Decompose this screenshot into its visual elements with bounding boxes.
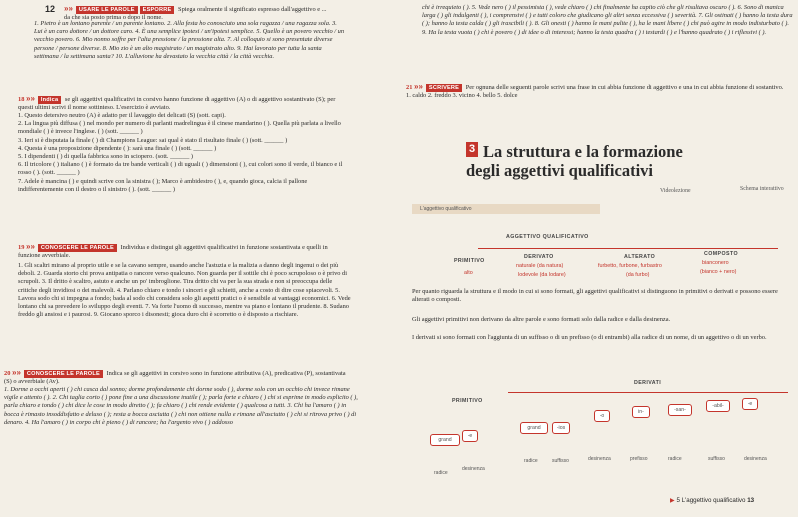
- exercise-21: [406, 82, 794, 100]
- morpheme-abil: -abil-: [706, 400, 730, 412]
- morpheme-grand: grand: [430, 434, 460, 446]
- arrows-icon: »»: [12, 368, 21, 377]
- scheme-line: [478, 248, 778, 249]
- ex19-text: 1. Gli scaltri mirano al proprio utile e se la cavano sempre, usando anche l'astuzia e la malizia a danno degli ingenui o dei più deboli. 2. Guarda storto chi prova antipatia o rancore verso qualcuno. Non guarda per il sottile chi è poco scrupoloso o è privo di scrupoli. 3. Il dritto è scaltro, astuto e anche un po' imbroglione. Tira dritto chi va per la sua strada e non si preoccupa delle critiche degli invidiosi o dei malevoli. 4. Parlano chiaro e tondo i sinceri e gli schietti, anche a costo di dire cose spiacevoli. 5. Lavora sodo chi si impegna a fondo; bada al sodo chi considera solo gli aspetti pratici o è sensibile ai vantaggi economici. 6. Vede lontano chi sa prevedere lo sviluppo degli eventi. 7. Va forte l'uomo di successo, mentre va piano e lontano il prudente. 8. Sudano freddo gli ansiosi e i paurosi. 9. Giocano sporco i disonesti; gioca duro chi è scorretto o è disposto a rischiare.: [18, 262, 351, 319]
- label-desinenza-2: desinenza: [588, 456, 611, 462]
- label-radice-2: radice: [524, 458, 538, 464]
- ex18-item: 4. Questa è una proposizione dipendente ( ): sarà una finale ( ) (sott. ______ ): [18, 144, 217, 152]
- morpheme-e: -e: [462, 430, 478, 442]
- page-number: 12: [45, 4, 56, 14]
- exercise-20: [4, 368, 354, 386]
- video-label[interactable]: Videolezione: [660, 188, 691, 194]
- scheme-alterato: ALTERATO: [624, 254, 656, 260]
- ex21-words: 1. caldo 2. freddo 3. vicino 4. bello 5. dolce: [406, 92, 518, 100]
- esporre-tag: ESPORRE: [140, 6, 175, 14]
- ex20-number: 20: [4, 370, 11, 377]
- arrows-icon: »»: [414, 82, 423, 91]
- body-paragraph-1: Per quanto riguarda la struttura e il modo in cui si sono formati, gli aggettivi qualificativi si distinguono in primitivi o derivati e possono essere alterati o composti.: [412, 288, 778, 304]
- ex20-text: 1. Dorme a occhi aperti ( ) chi casca dal sonno; dorme profondamente chi dorme sodo ( ), dorme solo con un occhio chi invece rimane vigile e attento ( ). 2. Chi taglia corto ( ) pone fine a una discussione inutile ( ); parla forte e chiaro ( ) chi si esprime in modo esplicito ( ), parla chiaro e tondo ( ) chi dice le cose in modo diretto ( ); fa chiaro ( ) chi rende evidente ( ) qualcosa a tutti. 3. Chi ha l'amaro ( ) in bocca è rimasto insoddisfatto e deluso ( ); resta a bocca asciutta ( ) chi non ottiene nulla e rimane all'asciutto ( ) chi si ritrova privo ( ) di denaro. 4. Ha l'amaro ( ) in corpo chi è pieno ( ) di rancore; ha l'argento vivo ( ) addosso: [4, 386, 358, 426]
- scheme-derivato-ex1: naturale (da natura): [516, 263, 564, 269]
- arrows-icon: »»: [64, 4, 73, 13]
- scheme-primitivo: PRIMITIVO: [454, 258, 485, 264]
- label-radice-3: radice: [668, 456, 682, 462]
- morpheme-san: -san-: [668, 404, 692, 416]
- label-desinenza-1: desinenza: [462, 466, 485, 472]
- ex19-number: 19: [18, 244, 25, 251]
- scheme-title: AGGETTIVO QUALIFICATIVO: [506, 234, 589, 240]
- morpheme-in: in-: [632, 406, 650, 418]
- section-title-line1: La struttura e la formazione: [483, 142, 683, 161]
- section-number: 3: [466, 142, 478, 157]
- section-title: [466, 142, 796, 161]
- chapter-banner: L'aggettivo qualificativo: [412, 204, 600, 214]
- derivati-primitivo: PRIMITIVO: [452, 398, 483, 404]
- arrows-icon: »»: [26, 242, 35, 251]
- scheme-composto-ex1: bianconero: [702, 260, 729, 266]
- ex21-instruction: Per ognuna delle seguenti parole scrivi una frase in cui abbia funzione di aggettivo e una in cui abbia funzione di sostantivo.: [465, 84, 784, 91]
- derivati-line: [508, 392, 788, 393]
- scheme-composto-ex2: (bianco + nero): [700, 269, 737, 275]
- header-instruction: Spiega oralmente il significato espresso dall'aggettivo e ...: [178, 6, 327, 13]
- ex21-number: 21: [406, 84, 413, 91]
- label-suffisso-2: suffisso: [552, 458, 569, 464]
- ex18-item: 6. Il tricolore ( ) italiano ( ) è formato da tre bande verticali ( ) di uguali ( ) dimensioni ( ), cui colori sono il verde, il bianco e il rosso ( ). (sott. ______ ): [18, 161, 343, 177]
- scheme-derivato: DERIVATO: [524, 254, 554, 260]
- body-paragraph-2: Gli aggettivi primitivi non derivano da altre parole e sono formati solo dalla radice e dalla desinenza.: [412, 316, 671, 323]
- header-line2: da che sia posto prima o dopo il nome.: [64, 14, 163, 22]
- ex18-item: 2. La lingua più diffusa ( ) nel mondo per numero di parlanti madrelingua è il cinese mandarino ( ). Quella più parlata a livello mondiale ( ) è invece l'inglese. ( ) (sott. ______ ): [18, 120, 341, 136]
- ex18-item: 1. Questo detersivo neutro (A) è adatto per il lavaggio dei delicati (S) (sott. capi).: [18, 112, 226, 119]
- morpheme-ios: -ios: [552, 422, 570, 434]
- ex18-instruction: se gli aggettivi qualificativi in corsivo hanno funzione di aggettivo (A) o di aggettivo sostantivato (S); per questi ultimi scrivi il nome sottinteso. L'esercizio è avviato.: [18, 96, 336, 112]
- ex19-tag: CONOSCERE LE PAROLE: [38, 244, 117, 252]
- left-page: [0, 0, 398, 517]
- scheme-derivato-ex2: lodevole (da lodare): [518, 272, 566, 278]
- label-radice-1: radice: [434, 470, 448, 476]
- section-title-block: [466, 142, 796, 180]
- ex18-item: 7. Adele è mancina ( ) e quindi scrive con la sinistra ( ); Marco è ambidestro ( ), e, quando gioca, calcia il pallone indifferentemente con il destro o il sinistro ( ). (sott. ______ ): [18, 177, 308, 193]
- label-suffisso-3: suffisso: [708, 456, 725, 462]
- footer-arrow-icon: ▶: [670, 497, 675, 504]
- footer-chapter: [670, 497, 754, 504]
- ex20-instruction: Indica se gli aggettivi in corsivo sono in funzione attributiva (A), predicativa (P), sostantivata (S) o avverbiale (Av).: [4, 370, 346, 386]
- ex18-item: 3. Ieri si è disputata la finale ( ) di Champions League: sai qual è stato il risultato finale ( ) (sott. ______ ): [18, 136, 288, 144]
- morpheme-grand-2: grand: [520, 422, 548, 434]
- usare-tag: USARE LE PAROLE: [76, 6, 138, 14]
- ex18-number: 18: [18, 96, 25, 103]
- scheme-composto: COMPOSTO: [704, 251, 739, 257]
- ex21-tag: SCRIVERE: [426, 84, 462, 92]
- arrows-icon: »»: [26, 94, 35, 103]
- derivati-title: DERIVATI: [634, 380, 662, 386]
- exercise-top-text: 1. Pietro è un lontano parente / un parente lontano. 2. Alla festa ho conosciuto una sola ragazza / una ragazza sola. 3. Lui è un caro dottore / un dottore caro. 4. È una semplice ipotesi / un'ipotesi semplice. 5. Quello è un povero vecchio / un vecchio povero. 6. Mio nonno soffre per l'alta pressione / la pressione alta. 7. Al colloquio si sono presentate diverse persone / persone diverse. 8. Mio zio è un alto magistrato / un magistrato alto. 9. Hai lavorato per tutta la santa settimana / la settimana santa? 10. L'alluvione ha devastato la vecchia città / la città vecchia.: [34, 20, 345, 60]
- exercise-18: [18, 94, 348, 112]
- scheme-alterato-ex2: (da furbo): [626, 272, 650, 278]
- footer-chapter-title: 5 L'aggettivo qualificativo: [676, 497, 746, 504]
- body-paragraph-3: I derivati si sono formati con l'aggiunta di un suffisso o di un prefisso (o di entrambi) alla radice di un nome, di un aggettivo o di un verbo.: [412, 334, 767, 341]
- scheme-alterato-ex1: furbetto, furbone, furbastro: [598, 263, 662, 269]
- ex19-instruction: Individua e distingui gli aggettivi qualificativi in funzione sostantivata e quelli in funzione avverbiale.: [18, 244, 328, 260]
- right-top-text: chi è irrequieto ( ). 5. Vede nero ( ) il pessimista ( ), vede chiaro ( ) chi finalmente ha capito ciò che gli risultava oscuro ( ). 6. Sono di manica larga ( ) gli indulgenti ( ), i comprensivi ( ) e tutti coloro che giudicano gli altri senza eccessiva ( ) severità. 7. Gli ostinati ( ) hanno la testa dura ( ); hanno la testa calda ( ) gli irascibili ( ). 8. Gli onesti ( ) hanno le mani pulite ( ), ha le mani libere ( ) chi può agire in modo indisturbato ( ). 9. Ha la testa vuota ( ) chi è povero ( ) di idee o di interessi; hanno la testa quadra ( ) i testardi ( ) e l'hanno quadrato ( ) i riflessivi ( ).: [422, 4, 793, 36]
- exercise-19: [18, 242, 348, 260]
- schema-label[interactable]: Schema interattivo: [740, 186, 784, 192]
- morpheme-e2: -e: [742, 398, 758, 410]
- footer-page-number: 13: [747, 497, 755, 504]
- ex20-tag: CONOSCERE LE PAROLE: [24, 370, 103, 378]
- label-prefisso: prefisso: [630, 456, 648, 462]
- scheme-primitivo-ex: alto: [464, 270, 473, 276]
- label-desinenza-3: desinenza: [744, 456, 767, 462]
- ex18-tag: Indica: [38, 96, 61, 104]
- ex18-items: [18, 112, 348, 194]
- ex18-item: 5. I dipendenti ( ) di quella fabbrica sono in sciopero. (sott. ______ ): [18, 153, 193, 161]
- morpheme-o: -o: [594, 410, 610, 422]
- section-title-line2: degli aggettivi qualificativi: [466, 161, 653, 180]
